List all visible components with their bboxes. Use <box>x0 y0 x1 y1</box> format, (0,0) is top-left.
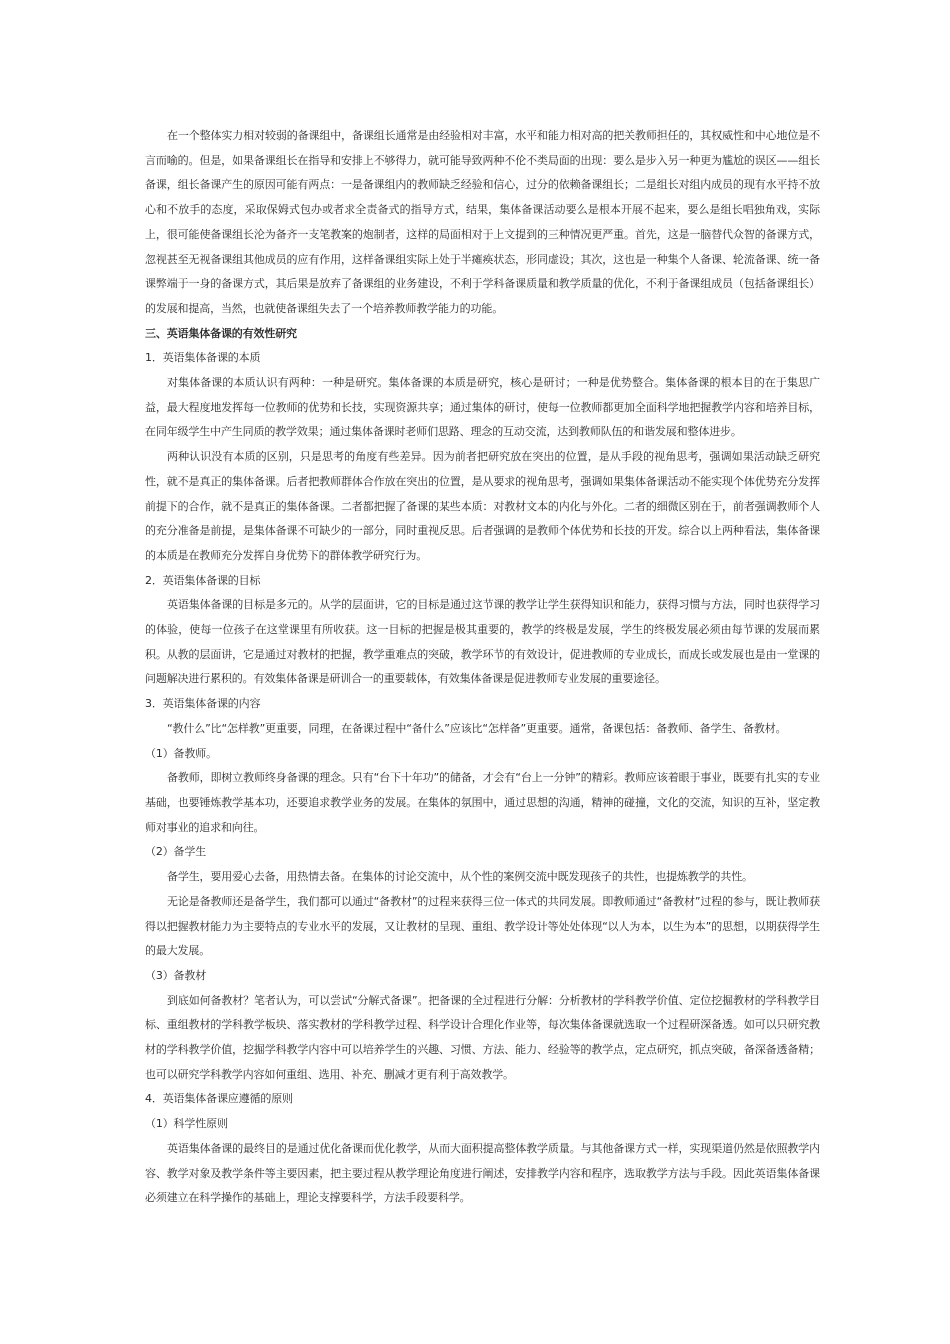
subheading-goals: 2．英语集体备课的目标 <box>145 573 261 587</box>
paragraph-scientific-principle: 英语集体备课的最终目的是通过优化备课而优化教学，从而大面积提高整体教学质量。与其他备课方式一样，实现渠道仍然是依照教学内容、教学对象及教学条件等主要因素，把主要过程从教学理论角度进行阐述，安排教学内容和程序，选取教学方法与手段。因此英语集体备课必须建立在科学操作的基础上，理论支撑要科学，方法手段要科学。 <box>145 1141 820 1205</box>
document-body <box>145 124 820 1211</box>
subheading-prepare-teacher: （1）备教师。 <box>145 746 217 760</box>
section-heading-effectiveness: 三、英语集体备课的有效性研究 <box>145 326 297 340</box>
paragraph-essence-views: 对集体备课的本质认识有两种：一种是研究。集体备课的本质是研究，核心是研讨；一种是优势整合。集体备课的根本目的在于集思广益，最大程度地发挥每一位教师的优势和长技，实现资源共享；通过集体的研讨，使每一位教师都更加全面科学地把握教学内容和培养目标，在同年级学生中产生同质的教学效果；通过集体备课时老师们思路、理念的互动交流，达到教师队伍的和谐发展和整体进步。 <box>145 376 820 439</box>
paragraph-prepare-teacher: 备教师，即树立教师终身备课的理念。只有“台下十年功”的储备，才会有“台上一分钟”的精彩。教师应该着眼于事业，既要有扎实的专业基础，也要锤炼教学基本功，还要追求教学业务的发展。在集体的氛围中，通过思想的沟通，精神的碰撞，文化的交流，知识的互补，坚定教师对事业的追求和向往。 <box>145 771 820 834</box>
paragraph-prepare-materials: 到底如何备教材？笔者认为，可以尝试“分解式备课”。把备课的全过程进行分解：分析教材的学科教学价值、定位挖掘教材的学科教学目标、重组教材的学科教学板块、落实教材的学科教学过程、科学设计合理化作业等，每次集体备课就选取一个过程研深备透。如可以只研究教材的学科教学价值，挖掘学科教学内容中可以培养学生的兴趣、习惯、方法、能力、经验等的教学点，定点研究，抓点突破，备深备透备精；也可以研究学科教学内容如何重组、选用、补充、删减才更有利于高效教学。 <box>145 993 820 1081</box>
subheading-prepare-students: （2）备学生 <box>145 845 207 859</box>
subheading-scientific-principle: （1）科学性原则 <box>145 1117 228 1131</box>
paragraph-content-intro: “教什么”比“怎样教”更重要，同理，在备课过程中“备什么”应该比“怎样备”更重要。通常，备课包括：备教师、备学生、备教材。 <box>167 721 787 735</box>
paragraph-essence-comparison: 两种认识没有本质的区别，只是思考的角度有些差异。因为前者把研究放在突出的位置，是从手段的视角思考，强调如果活动缺乏研究性，就不是真正的集体备课。后者把教师群体合作放在突出的位置，是从要求的视角思考，强调如果集体备课活动不能实现个体优势充分发挥前提下的合作，就不是真正的集体备课。二者都把握了备课的某些本质：对教材文本的内化与外化。二者的细微区别在于，前者强调教师个人的充分准备是前提，是集体备课不可缺少的一部分，同时重视反思。后者强调的是教师个体优势和长技的开发。综合以上两种看法，集体备课的本质是在教师充分发挥自身优势下的群体教学研究行为。 <box>145 450 820 562</box>
subheading-prepare-materials: （3）备教材 <box>145 968 207 982</box>
paragraph-prepare-students: 备学生，要用爱心去备，用热情去备。在集体的讨论交流中，从个性的案例交流中既发现孩子的共性，也提炼教学的共性。 <box>167 870 753 884</box>
paragraph-group-leader-issue: 在一个整体实力相对较弱的备课组中，备课组长通常是由经验相对丰富，水平和能力相对高的把关教师担任的，其权威性和中心地位是不言而喻的。但是，如果备课组长在指导和安排上不够得力，就可能导致两种不伦不类局面的出现：要么是步入另一种更为尴尬的误区——组长备课，组长备课产生的原因可能有两点：一是备课组内的教师缺乏经验和信心，过分的依赖备课组长；二是组长对组内成员的现有水平持不放心和不放手的态度，采取保姆式包办或者求全责备式的指导方式，结果，集体备课活动要么是根本开展不起来，要么是组长唱独角戏，实际上，很可能使备课组长沦为备齐一支笔教案的炮制者，这样的局面相对于上文提到的三种情况更严重。首先，这是一脑替代众智的备课方式，忽视甚至无视备课组其他成员的应有作用，这样备课组实际上处于半瘫痪状态，形同虚设；其次，这也是一种集个人备课、轮流备课、统一备课弊端于一身的备课方式，其后果是放弃了备课组的业务建设，不利于学科备课质量和教学质量的优化，不利于备课组成员（包括备课组长）的发展和提高，当然，也就使备课组失去了一个培养教师教学能力的功能。 <box>145 129 820 315</box>
subheading-content: 3．英语集体备课的内容 <box>145 697 261 711</box>
paragraph-goals: 英语集体备课的目标是多元的。从学的层面讲，它的目标是通过这节课的教学让学生获得知识和能力，获得习惯与方法，同时也获得学习的体验，使每一位孩子在这堂课里有所收获。这一目标的把握是极其重要的，教学的终极是发展，学生的终极发展必须由每节课的发展而累积。从教的层面讲，它是通过对教材的把握，教学重难点的突破，教学环节的有效设计，促进教师的专业成长，而成长或发展也是由一堂课的问题解决进行累积的。有效集体备课是研训合一的重要载体，有效集体备课是促进教师专业发展的重要途径。 <box>145 598 820 686</box>
subheading-essence: 1．英语集体备课的本质 <box>145 351 261 365</box>
paragraph-prepare-materials-link: 无论是备教师还是备学生，我们都可以通过“备教材”的过程来获得三位一体式的共同发展。即教师通过“备教材”过程的参与，既让教师获得以把握教材能力为主要特点的专业水平的发展，又让教材的呈现、重组、教学设计等处处体现“以人为本，以生为本”的思想，以期获得学生的最大发展。 <box>145 894 820 958</box>
subheading-principles: 4．英语集体备课应遵循的原则 <box>145 1092 293 1106</box>
